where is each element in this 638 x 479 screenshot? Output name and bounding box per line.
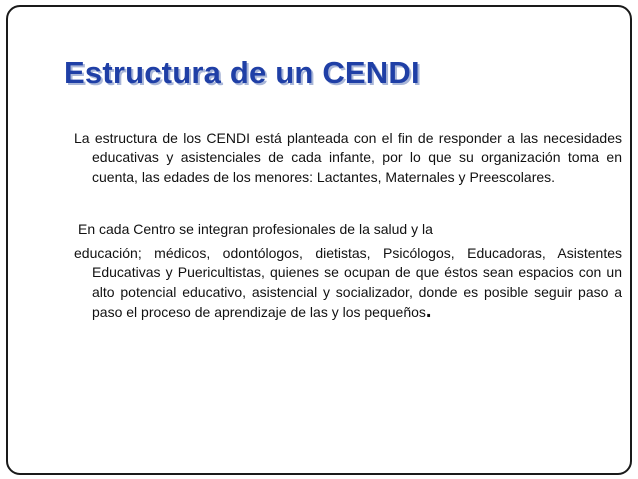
paragraph-structure: La estructura de los CENDI está planteada con el fin de responder a las necesidades educativas y asistenciales de cada infante, por lo que su organización toma en cuenta, las edades de los menores: Lactantes, Maternales y Preescolares. bbox=[74, 130, 622, 185]
paragraph-end-period: . bbox=[425, 300, 432, 323]
paragraph-professionals bbox=[74, 244, 622, 323]
slide-title: Estructura de un CENDI bbox=[64, 55, 420, 90]
paragraph-professionals-text: educación; médicos, odontólogos, dietistas, Psicólogos, Educadoras, Asistentes Educativas y Puericultistas, quienes se ocupan de que éstos sean espacios con un alto potencial educativo, asistencial y socializador, donde es posible seguir paso a paso el proceso de aprendizaje de las y los pequeños bbox=[74, 245, 622, 321]
paragraph-professionals-intro: En cada Centro se integran profesionales de la salud y la bbox=[78, 221, 433, 237]
